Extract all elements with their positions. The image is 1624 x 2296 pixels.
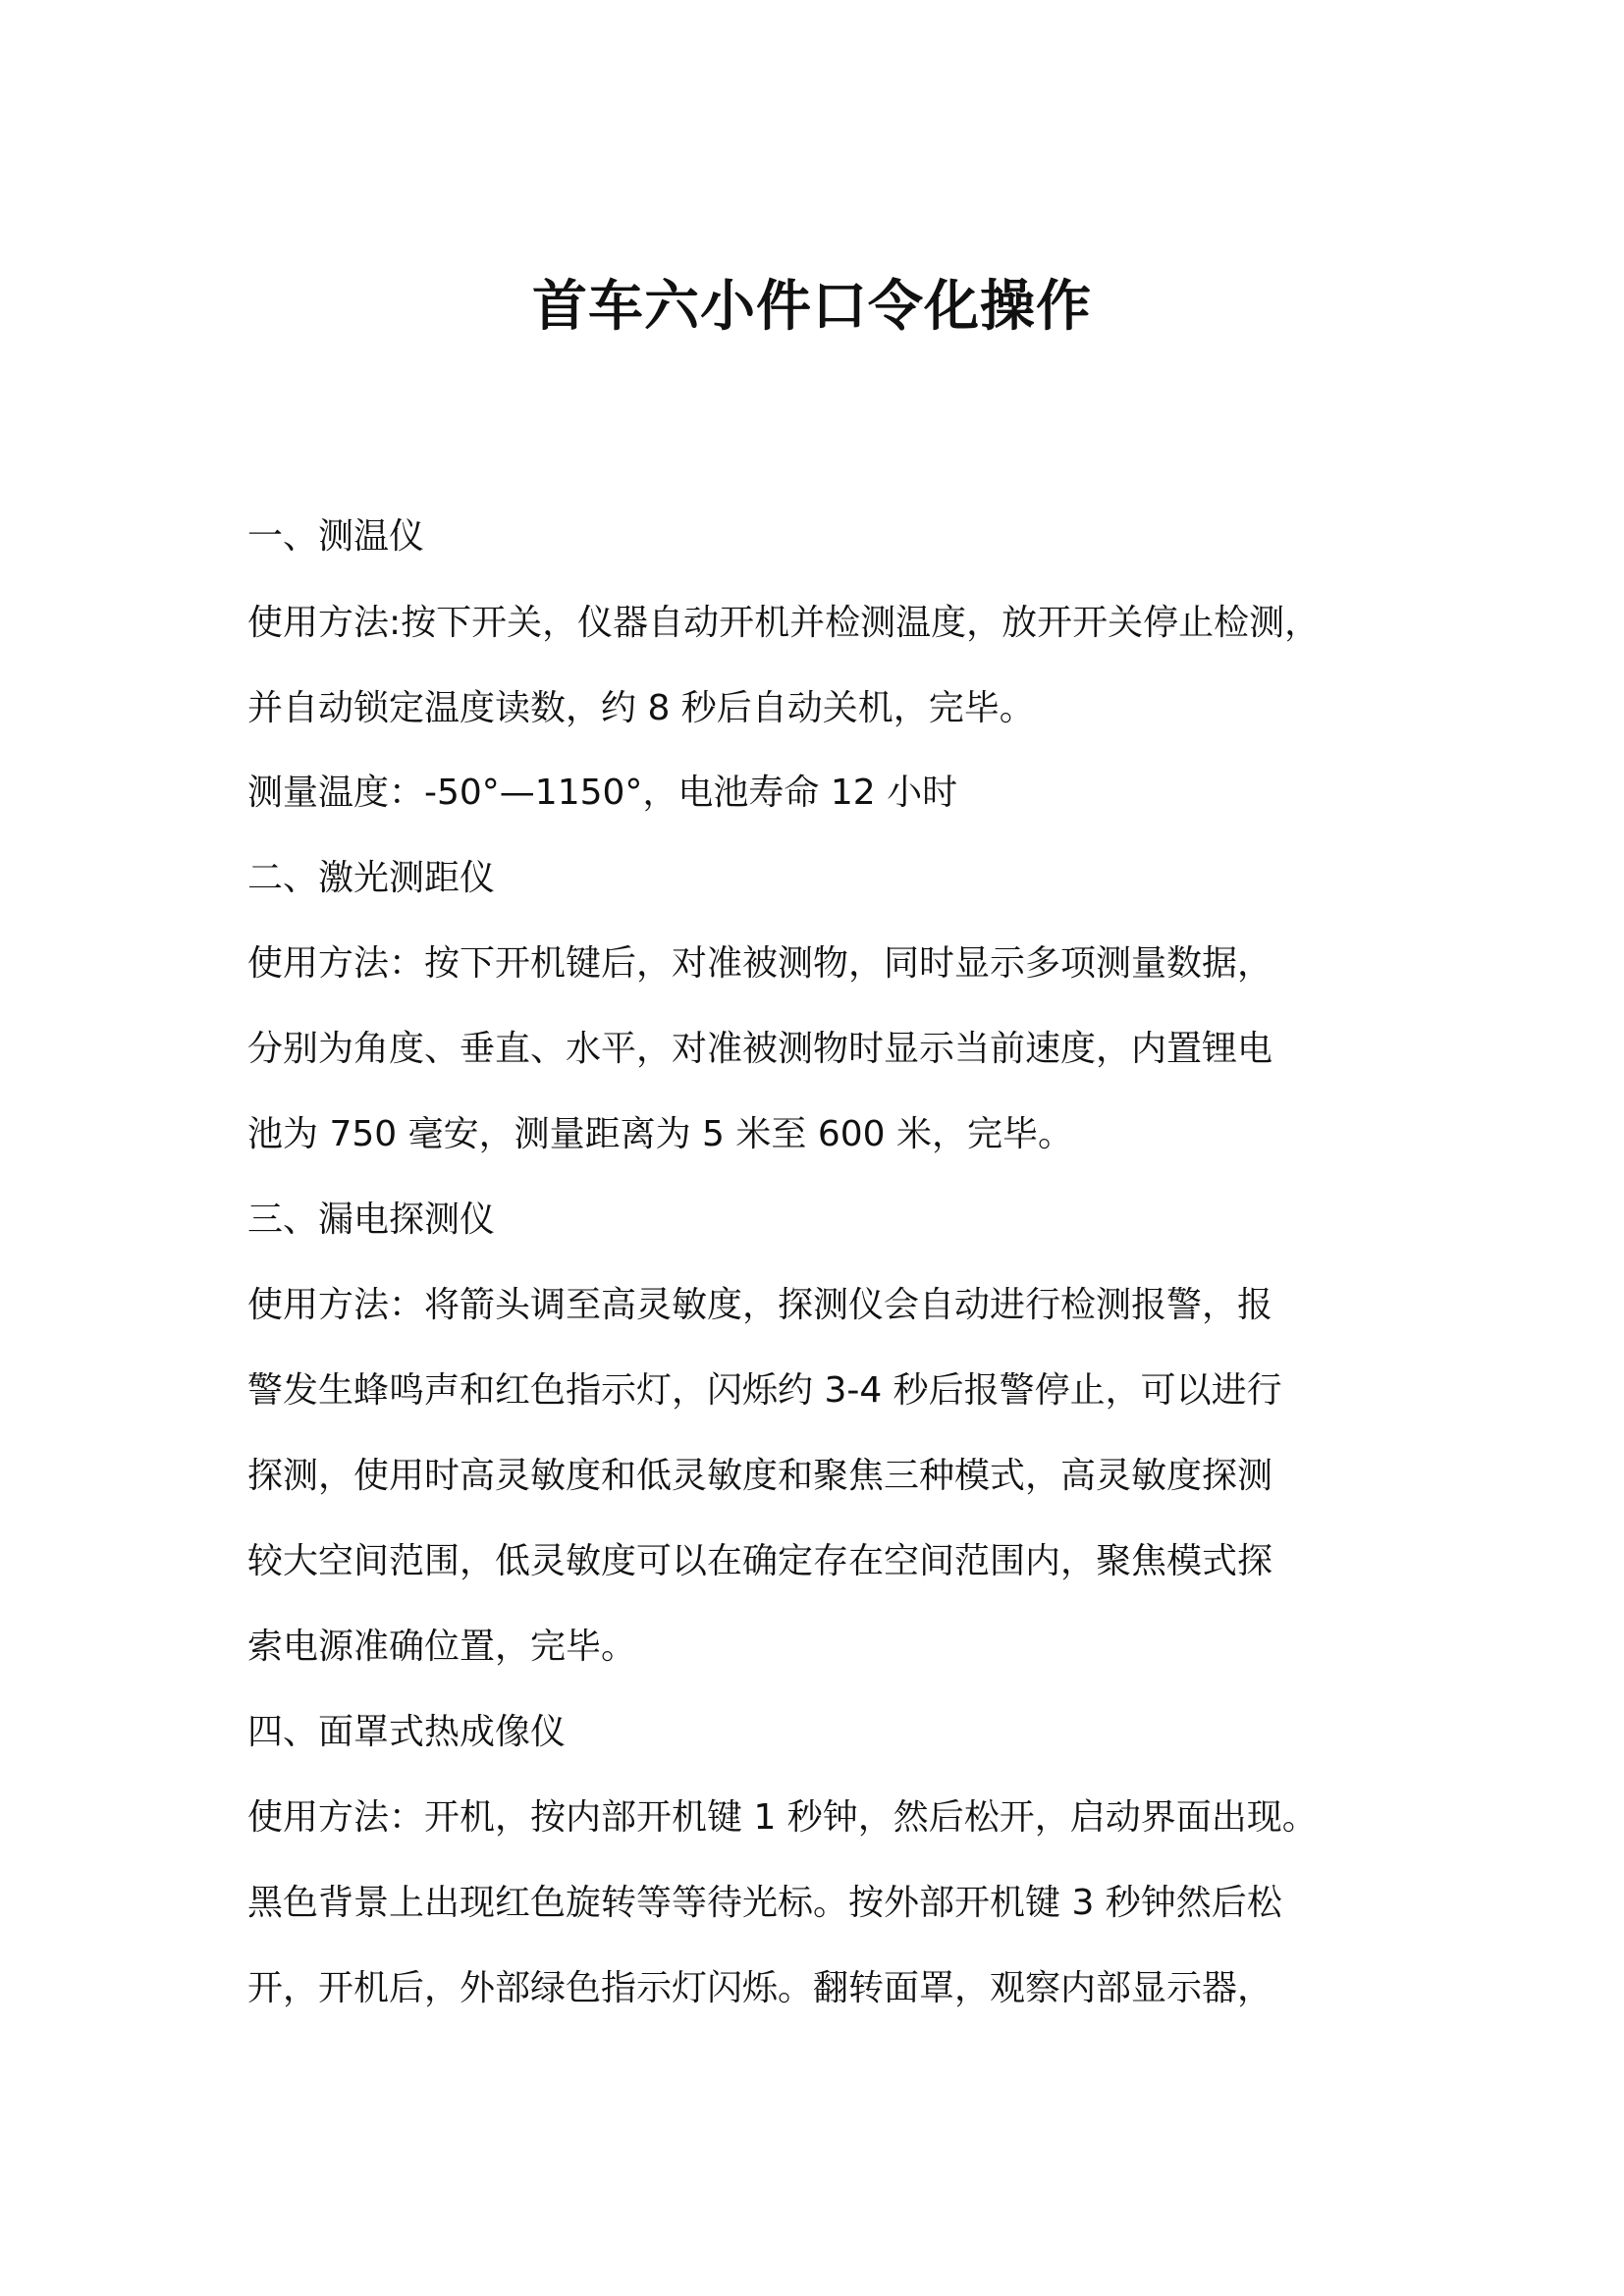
body-line: 测量温度：-50°—1150°，电池寿命 12 小时 xyxy=(247,773,958,813)
body-line: 黑色背景上出现红色旋转等等待光标。按外部开机键 3 秒钟然后松 xyxy=(247,1883,1282,1923)
body-line: 索电源准确位置，完毕。 xyxy=(247,1627,637,1667)
section-heading-thermal-imager: 四、面罩式热成像仪 xyxy=(247,1712,567,1752)
page-title: 首车六小件口令化操作 xyxy=(532,274,1092,339)
body-line: 较大空间范围，低灵敏度可以在确定存在空间范围内，聚焦模式探 xyxy=(247,1541,1273,1581)
body-line: 探测，使用时高灵敏度和低灵敏度和聚焦三种模式，高灵敏度探测 xyxy=(247,1456,1273,1496)
body-line: 使用方法：将箭头调至高灵敏度，探测仪会自动进行检测报警，报 xyxy=(247,1285,1273,1325)
body-line: 警发生蜂鸣声和红色指示灯，闪烁约 3-4 秒后报警停止，可以进行 xyxy=(247,1370,1282,1411)
body-line: 开，开机后，外部绿色指示灯闪烁。翻转面罩，观察内部显示器， xyxy=(247,1968,1273,2008)
body-line: 并自动锁定温度读数，约 8 秒后自动关机，完毕。 xyxy=(247,688,1035,728)
section-heading-thermometer: 一、测温仪 xyxy=(247,516,425,557)
body-line: 分别为角度、垂直、水平，对准被测物时显示当前速度，内置锂电 xyxy=(247,1029,1273,1069)
body-line: 池为 750 毫安，测量距离为 5 米至 600 米，完毕。 xyxy=(247,1114,1073,1154)
body-line: 使用方法：开机，按内部开机键 1 秒钟，然后松开，启动界面出现。 xyxy=(247,1797,1318,1838)
section-heading-leakage-detector: 三、漏电探测仪 xyxy=(247,1200,496,1240)
section-heading-laser-rangefinder: 二、激光测距仪 xyxy=(247,858,496,898)
body-line: 使用方法:按下开关，仪器自动开机并检测温度，放开开关停止检测， xyxy=(247,603,1321,643)
body-line: 使用方法：按下开机键后，对准被测物，同时显示多项测量数据， xyxy=(247,943,1273,984)
